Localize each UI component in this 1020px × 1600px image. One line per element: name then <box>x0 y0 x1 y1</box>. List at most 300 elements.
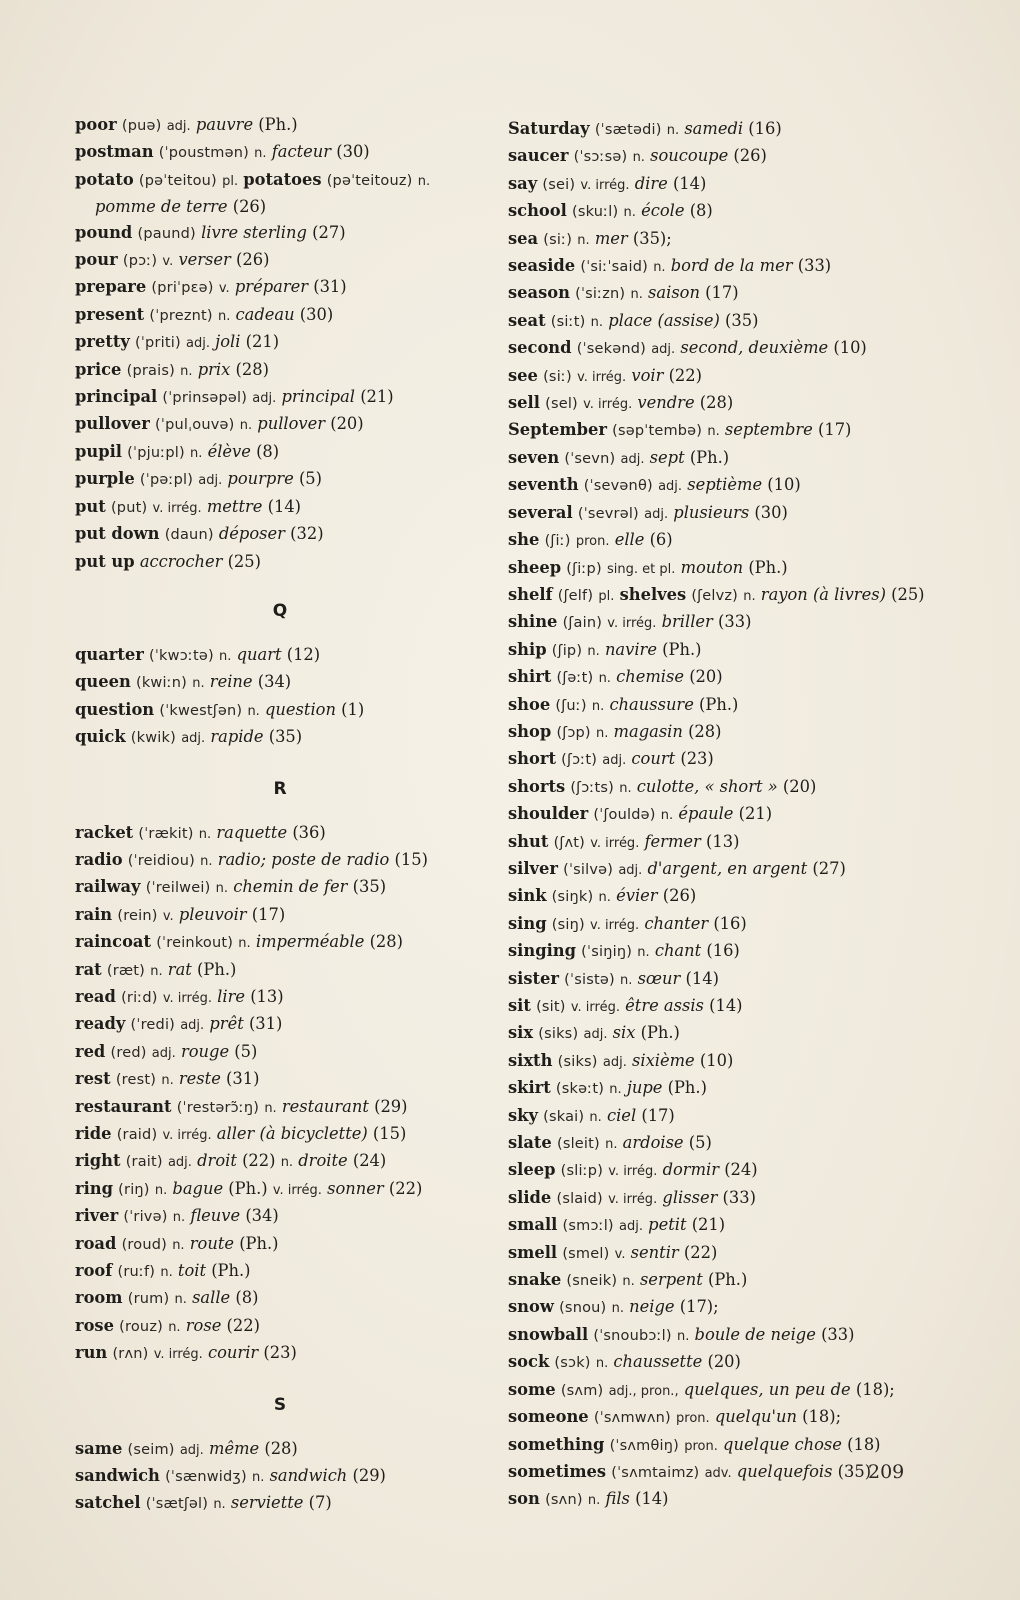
pronunciation: (ˈsnoubɔːl) <box>593 1327 672 1344</box>
lesson-reference: (21) <box>245 332 280 352</box>
french-translation: reine <box>209 672 253 692</box>
dictionary-entry <box>508 1459 928 1486</box>
grammar-tag: adj. <box>658 479 683 495</box>
grammar-tag: n. <box>160 1265 173 1281</box>
dictionary-entry <box>75 724 485 751</box>
french-translation: fils <box>605 1489 630 1509</box>
pronunciation: (ˈsʌmtaimz) <box>611 1464 700 1481</box>
headword: present <box>75 304 145 324</box>
lesson-reference: (Ph.) <box>239 1233 279 1253</box>
dictionary-entry <box>508 335 928 362</box>
pronunciation: (ˈsilvə) <box>563 861 614 878</box>
french-translation: rayon (à livres) <box>760 584 886 604</box>
lesson-reference: (35); <box>632 228 672 248</box>
lesson-reference: (28) <box>235 359 269 379</box>
pronunciation: (siŋk) <box>551 889 594 906</box>
lesson-reference: (13) <box>250 986 284 1006</box>
lesson-reference: (25) <box>227 551 261 571</box>
lesson-reference: (28) <box>369 932 403 952</box>
grammar-tag: sing. et pl. <box>607 561 676 577</box>
grammar-tag: n. <box>666 123 680 138</box>
grammar-tag: n. <box>623 205 636 221</box>
headword: silver <box>508 858 558 878</box>
french-translation: mouton <box>680 557 744 577</box>
french-translation: sentir <box>630 1242 679 1262</box>
grammar-tag: v. irrég. <box>577 369 627 385</box>
lesson-reference: (22) <box>668 365 702 385</box>
headword-plural: shelves <box>619 584 687 604</box>
pronunciation: (ˈʃouldə) <box>593 807 656 824</box>
lesson-reference: (29) <box>352 1466 386 1486</box>
headword: snow <box>508 1297 554 1317</box>
lesson-reference: (5) <box>234 1041 258 1061</box>
pronunciation: (ʃiː) <box>544 533 571 550</box>
headword: sandwich <box>75 1466 160 1486</box>
french-translation: rouge <box>180 1041 230 1061</box>
grammar-tag: v. irrég. <box>580 177 630 193</box>
grammar-tag: adv. <box>704 1465 732 1481</box>
dictionary-entry <box>75 957 485 984</box>
lesson-reference: (33) <box>718 612 752 632</box>
pronunciation: (ʃip) <box>551 642 583 659</box>
pronunciation: (sit) <box>536 999 566 1015</box>
dictionary-entry <box>508 966 928 993</box>
dictionary-entry <box>508 774 928 801</box>
lesson-reference: (7) <box>308 1493 332 1513</box>
headword: seventh <box>508 475 579 495</box>
grammar-tag: pron. <box>575 534 610 550</box>
dictionary-entry <box>508 1377 928 1404</box>
headword: snowball <box>508 1324 589 1344</box>
grammar-tag: n. <box>598 890 611 906</box>
french-translation: d'argent, en argent <box>647 858 808 878</box>
pronunciation: (ræt) <box>106 962 146 979</box>
lesson-reference: (30) <box>754 502 788 522</box>
headword: railway <box>75 877 141 897</box>
pronunciation: (sliːp) <box>560 1163 604 1180</box>
dictionary-entry <box>508 1432 928 1459</box>
headword: slate <box>508 1133 552 1153</box>
french-translation: toit <box>177 1261 207 1281</box>
pronunciation: (ˈpreznt) <box>149 307 213 324</box>
french-translation: livre sterling <box>201 222 307 242</box>
pronunciation-plural: (ʃelvz) <box>691 587 739 604</box>
pronunciation: (prais) <box>126 362 175 379</box>
french-translation: rat <box>167 959 192 979</box>
french-translation: aller (à bicyclette) <box>216 1124 368 1143</box>
french-translation: évier <box>616 886 658 906</box>
grammar-tag: adj. <box>198 473 223 489</box>
lesson-reference: (Ph.) <box>197 959 237 979</box>
dictionary-entry <box>75 847 485 874</box>
grammar-tag: n. <box>632 150 645 166</box>
headword: seven <box>508 447 560 467</box>
lesson-reference: (20) <box>689 667 723 687</box>
lesson-reference: (26) <box>236 250 270 270</box>
french-translation: fleuve <box>190 1206 241 1226</box>
grammar-tag: pl. <box>598 588 615 604</box>
dictionary-entry <box>75 902 485 929</box>
grammar-tag: n. <box>192 676 205 692</box>
headword: something <box>508 1434 605 1454</box>
headword: same <box>75 1438 123 1458</box>
dictionary-entry <box>508 938 928 965</box>
dictionary-entry <box>75 1313 485 1340</box>
french-translation: cadeau <box>235 304 295 324</box>
dictionary-entry <box>508 1157 928 1184</box>
french-translation: rapide <box>210 727 264 747</box>
lesson-reference: (31) <box>226 1069 260 1089</box>
french-translation: fermer <box>644 831 701 851</box>
pronunciation: (priˈpɛə) <box>151 280 214 297</box>
lesson-reference: (24) <box>724 1160 758 1180</box>
lesson-reference: (24) <box>352 1151 387 1171</box>
grammar-tag: n. <box>174 1292 187 1308</box>
grammar-tag: v. irrég. <box>583 397 633 413</box>
pronunciation: (ʃain) <box>562 615 603 632</box>
grammar-tag: adj. <box>618 862 643 878</box>
dictionary-entry <box>508 1212 928 1239</box>
french-translation: quelques, un peu de <box>683 1379 851 1399</box>
lesson-reference: (31) <box>248 1014 283 1034</box>
pronunciation: (ˈsevrəl) <box>577 505 639 522</box>
dictionary-entry <box>75 642 485 669</box>
pronunciation: (ˈpoustmən) <box>158 145 249 162</box>
headword: singing <box>508 941 576 961</box>
lesson-reference: (18) <box>847 1434 881 1454</box>
lesson-reference: (21) <box>360 387 394 407</box>
french-translation: chemin de fer <box>233 877 348 897</box>
dictionary-entry <box>75 220 485 247</box>
dictionary-entry <box>508 746 928 773</box>
headword: she <box>508 530 540 550</box>
french-translation: épaule <box>678 804 734 824</box>
dictionary-entry <box>75 466 485 493</box>
french-translation: principal <box>281 387 356 407</box>
headword: ship <box>508 639 547 659</box>
lesson-reference: (36) <box>292 822 326 842</box>
dictionary-entry <box>75 669 485 696</box>
french-translation: magasin <box>613 721 683 741</box>
grammar-tag: n. <box>707 424 720 440</box>
grammar-tag: v. <box>162 908 174 924</box>
headword: quick <box>75 727 126 747</box>
grammar-tag: n. <box>154 1182 168 1198</box>
lesson-reference: (Ph.) <box>667 1078 707 1098</box>
dictionary-entry <box>75 357 485 384</box>
headword-plural: potatoes <box>243 169 322 189</box>
dictionary-entry <box>75 439 485 466</box>
lesson-reference: (28) <box>688 721 722 741</box>
french-translation: serviette <box>230 1493 304 1513</box>
dictionary-entry <box>508 829 928 856</box>
headword: run <box>75 1343 108 1363</box>
lesson-reference: (33) <box>722 1187 756 1207</box>
headword: pound <box>75 222 133 242</box>
grammar-tag: v. irrég. <box>570 1000 620 1015</box>
dictionary-entry <box>508 1267 928 1294</box>
headword: quarter <box>75 644 144 664</box>
lesson-reference: (26) <box>232 197 267 217</box>
lesson-reference: (6) <box>649 530 673 550</box>
pronunciation: (rein) <box>117 907 158 924</box>
headword: roof <box>75 1261 113 1281</box>
grammar-tag: adj. <box>151 1045 176 1061</box>
grammar-tag: n. <box>180 363 193 379</box>
headword: river <box>75 1206 119 1226</box>
grammar-tag: n. <box>630 287 643 303</box>
grammar-tag: v. irrég. <box>608 1191 658 1207</box>
grammar-tag: n. <box>611 1301 624 1317</box>
pronunciation: (ʃɔːts) <box>570 779 615 796</box>
dictionary-entry <box>508 390 928 417</box>
headword: raincoat <box>75 932 151 952</box>
lesson-reference: (34) <box>257 672 292 692</box>
headword: principal <box>75 387 158 407</box>
grammar-tag: n. <box>676 1328 690 1344</box>
pronunciation: (pɔː) <box>122 253 158 270</box>
french-translation: sœur <box>637 968 681 988</box>
dictionary-entry <box>75 112 485 139</box>
headword: put up <box>75 551 135 571</box>
dictionary-entry <box>75 329 485 356</box>
dictionary-entry <box>508 1020 928 1047</box>
pronunciation: (sneik) <box>566 1273 618 1290</box>
headword: queen <box>75 672 131 692</box>
pronunciation: (ˈsʌmwʌn) <box>593 1410 671 1427</box>
headword: snake <box>508 1270 562 1290</box>
grammar-tag: n. <box>637 945 650 961</box>
dictionary-entry <box>508 1322 928 1349</box>
pronunciation: (ˈprinsəpəl) <box>162 390 248 407</box>
dictionary-entry <box>508 1130 928 1157</box>
french-translation: même <box>209 1438 260 1458</box>
grammar-tag: adj. <box>620 451 645 467</box>
lesson-reference: (16) <box>706 941 740 961</box>
headword: small <box>508 1215 558 1235</box>
pronunciation: (riːd) <box>121 989 158 1006</box>
lesson-reference: (Ph.) <box>748 557 788 577</box>
french-translation: chaussette <box>613 1352 703 1372</box>
french-translation: restaurant <box>281 1096 369 1116</box>
headword: red <box>75 1041 106 1061</box>
lesson-reference: (31) <box>313 277 347 297</box>
french-translation: chant <box>654 941 702 961</box>
french-translation: élève <box>207 441 251 461</box>
grammar-tag: pron. <box>684 1438 718 1454</box>
pronunciation: (ʃʌt) <box>553 834 586 851</box>
headword: prepare <box>75 277 147 297</box>
french-translation: joli <box>215 332 241 352</box>
lesson-reference: (18); <box>855 1379 895 1399</box>
french-translation: pomme de terre <box>95 197 228 217</box>
lesson-reference: (16) <box>748 119 782 138</box>
dictionary-entry <box>508 582 928 609</box>
headword: six <box>508 1023 534 1043</box>
headword: rest <box>75 1069 111 1089</box>
pronunciation: (skai) <box>543 1108 585 1125</box>
french-translation: jupe <box>626 1078 663 1098</box>
lesson-reference: (21) <box>738 804 773 824</box>
grammar-tag: n. <box>264 1100 277 1116</box>
pronunciation: (sleit) <box>556 1136 600 1153</box>
grammar-tag: n. <box>172 1237 185 1253</box>
pronunciation: (ˈsiːˈsaid) <box>580 259 648 276</box>
grammar-tag: adj. <box>181 731 206 747</box>
dictionary-entry <box>75 1285 485 1312</box>
french-translation: prêt <box>209 1014 244 1034</box>
grammar-tag: adj. <box>186 336 210 352</box>
lesson-reference: (17) <box>817 420 852 440</box>
dictionary-entry <box>75 1176 485 1203</box>
headword: sock <box>508 1352 550 1372</box>
grammar-tag: n. <box>190 445 203 461</box>
french-translation: école <box>641 201 685 221</box>
pronunciation: (smel) <box>562 1245 610 1262</box>
grammar-tag: n. <box>168 1319 181 1335</box>
headword: sink <box>508 886 547 906</box>
lesson-reference: (33) <box>821 1324 855 1344</box>
dictionary-entry <box>508 253 928 280</box>
french-translation: être assis <box>625 996 704 1015</box>
headword: saucer <box>508 146 569 166</box>
pronunciation: (ˈrestərɔ̃ːŋ) <box>176 1099 260 1116</box>
pronunciation: (kwiːn) <box>135 675 188 692</box>
pronunciation: (rouz) <box>119 1318 163 1335</box>
dictionary-entry <box>508 1103 928 1130</box>
pronunciation: (sʌm) <box>560 1382 604 1399</box>
lesson-reference: (Ph.) <box>699 694 739 714</box>
headword: room <box>75 1288 123 1308</box>
lesson-reference: (20) <box>707 1352 741 1372</box>
french-translation: serpent <box>639 1270 703 1290</box>
lesson-reference: (Ph.) <box>708 1270 748 1290</box>
dictionary-entry <box>75 874 485 901</box>
french-translation: pleuvoir <box>178 904 247 924</box>
dictionary-entry <box>508 856 928 883</box>
french-translation: sept <box>649 447 685 467</box>
french-translation: droite <box>298 1151 348 1171</box>
dictionary-entry <box>75 1094 485 1121</box>
dictionary-entry <box>508 527 928 554</box>
lesson-reference: (14) <box>709 996 743 1015</box>
pronunciation: (puə) <box>121 118 162 134</box>
french-translation: route <box>189 1233 234 1253</box>
dictionary-entry <box>75 929 485 956</box>
pronunciation: (ˈpəːpl) <box>139 472 194 489</box>
pronunciation: (riŋ) <box>118 1181 150 1198</box>
pronunciation: (pəˈteitou) <box>138 172 217 189</box>
lesson-reference: (25) <box>891 584 925 604</box>
page-number: 209 <box>868 1461 905 1483</box>
pronunciation: (put) <box>110 499 148 516</box>
pronunciation: (rʌn) <box>112 1346 149 1363</box>
headword: shine <box>508 612 558 632</box>
dictionary-entry <box>508 719 928 746</box>
grammar-tag: n. <box>587 643 600 659</box>
lesson-reference: (15) <box>372 1124 407 1143</box>
french-translation: navire <box>604 639 657 659</box>
pronunciation: (siːt) <box>550 313 586 330</box>
section-letter: Q <box>272 600 288 621</box>
dictionary-entry <box>508 555 928 582</box>
pronunciation: (roud) <box>121 1236 167 1253</box>
french-translation: mettre <box>206 496 263 516</box>
lesson-reference: (12) <box>286 644 321 664</box>
french-translation: droit <box>197 1151 237 1171</box>
pronunciation: (ʃɔːt) <box>561 752 598 769</box>
headword: shut <box>508 831 549 851</box>
grammar-tag: adj. <box>179 1442 204 1458</box>
pronunciation: (ʃuː) <box>555 697 587 714</box>
lesson-reference: (32) <box>290 524 324 544</box>
grammar-tag: n. <box>653 260 666 276</box>
headword: question <box>75 699 155 719</box>
pronunciation: (rum) <box>127 1291 170 1308</box>
grammar-tag: n. <box>660 808 674 824</box>
grammar-tag: n. <box>172 1210 186 1226</box>
headword: seat <box>508 310 546 330</box>
pronunciation: (seim) <box>127 1441 175 1458</box>
headword: shoulder <box>508 804 589 824</box>
french-translation: quelqu'un <box>714 1407 797 1427</box>
french-translation: dormir <box>662 1160 719 1180</box>
grammar-tag: n. <box>598 671 611 687</box>
pronunciation: (ˈsætʃəl) <box>145 1496 209 1513</box>
grammar-tag: adj. <box>618 1219 643 1235</box>
left-column <box>75 112 485 1518</box>
headword: shoe <box>508 694 551 714</box>
grammar-tag: n. <box>590 314 604 330</box>
pronunciation: (ˈkwɔːtə) <box>149 647 214 664</box>
lesson-reference: (15) <box>394 849 428 869</box>
pronunciation: (sel) <box>545 396 578 413</box>
dictionary-entry <box>75 274 485 301</box>
headword: shirt <box>508 667 552 687</box>
headword: sea <box>508 228 539 248</box>
dictionary-entry <box>75 1148 485 1175</box>
dictionary-entry <box>508 1486 928 1513</box>
headword: price <box>75 359 122 379</box>
headword: purple <box>75 469 135 489</box>
grammar-tag: n. <box>252 1470 265 1486</box>
pronunciation: (ˈsiŋiŋ) <box>581 944 633 961</box>
grammar-tag: v. irrég. <box>153 1347 203 1363</box>
french-translation: lire <box>217 986 245 1006</box>
grammar-tag: n. <box>591 698 605 714</box>
pronunciation: (siks) <box>538 1026 579 1043</box>
grammar-tag: v. irrég. <box>272 1182 322 1198</box>
lesson-reference: (14) <box>685 968 719 988</box>
french-translation: facteur <box>271 142 332 162</box>
lesson-reference: (21) <box>691 1215 726 1235</box>
headword: season <box>508 283 570 303</box>
french-translation: six <box>612 1023 636 1043</box>
grammar-tag: v. <box>218 281 230 297</box>
lesson-reference: (14) <box>635 1489 669 1509</box>
pronunciation: (ʃiːp) <box>566 560 602 577</box>
pronunciation: (siː) <box>543 231 573 248</box>
french-translation: place (assise) <box>608 310 720 330</box>
dictionary-entry <box>75 697 485 724</box>
headword: someone <box>508 1407 589 1427</box>
pronunciation: (ˈpriti) <box>135 335 181 352</box>
lesson-reference: (8) <box>256 441 280 461</box>
french-translation: pullover <box>257 414 326 434</box>
french-translation: raquette <box>216 822 288 842</box>
lesson-reference: (30) <box>336 142 370 162</box>
lesson-reference: (Ph.) <box>258 115 298 134</box>
